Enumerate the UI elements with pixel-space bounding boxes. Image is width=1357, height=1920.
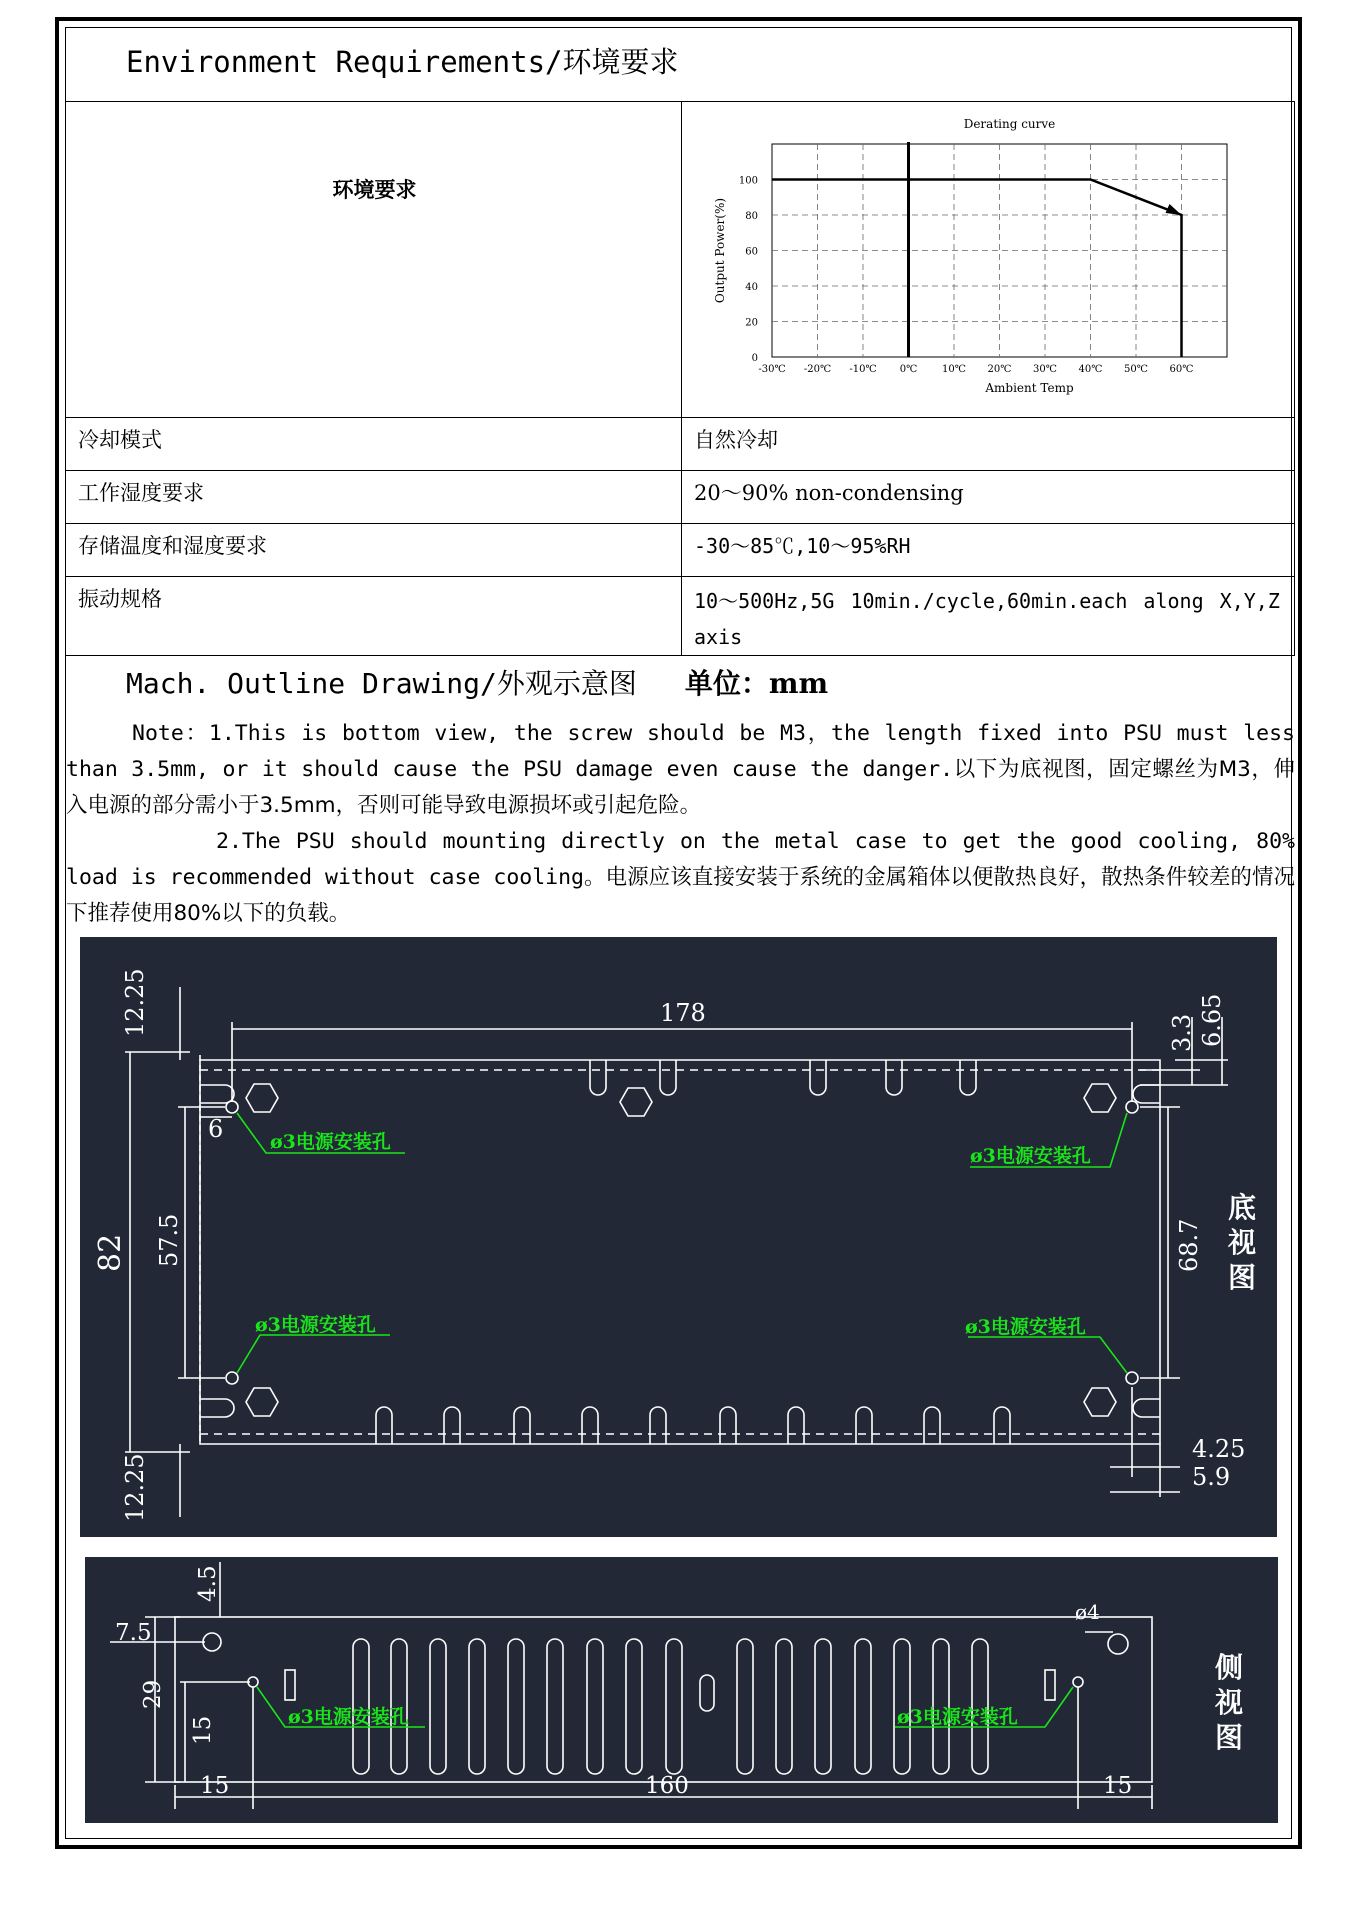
humidity-label: 工作湿度要求 (66, 471, 682, 524)
dim-12-25-top: 12.25 (121, 968, 149, 1037)
note-1-label: Note：1. (132, 721, 235, 746)
bottom-view-drawing (80, 937, 1277, 1537)
dim-6-65: 6.65 (1198, 993, 1226, 1047)
dim-12-25-bottom: 12.25 (121, 1453, 149, 1522)
side-dim-15-left: 15 (200, 1773, 230, 1799)
hole-label-top-left: ø3电源安装孔 (270, 1131, 391, 1153)
note-2-en: The PSU should mounting directly on the metal case to get the good cooling, 80% load is recommended without case cooling。 (66, 829, 1295, 890)
notes (66, 716, 1295, 932)
chart-title: Derating curve (963, 117, 1056, 131)
dim-5-9: 5.9 (1192, 1463, 1231, 1491)
dim-68-7: 68.7 (1175, 1218, 1203, 1272)
environment-label-cell (66, 102, 682, 418)
chart-x-tick-label: -10℃ (849, 364, 877, 375)
dim-57-5: 57.5 (155, 1213, 183, 1267)
note-1 (66, 716, 1295, 824)
side-dim-160: 160 (645, 1773, 689, 1799)
chart-series-line (772, 180, 1182, 358)
environment-title: Environment Requirements/环境要求 (126, 45, 679, 79)
derating-chart-cell (682, 102, 1295, 418)
environment-table (65, 101, 1295, 656)
outline-title (126, 662, 828, 702)
note-1-en: This is bottom view, the screw should be M3，the length fixed into PSU must less than 3.5mm, or it should cause the PSU damage even cause the danger. (66, 721, 1295, 782)
dim-3-3: 3.3 (1168, 1013, 1196, 1052)
vibration-value: 10～500Hz,5G 10min./cycle,60min.each along X,Y,Z axis (682, 577, 1295, 656)
humidity-value: 20～90% non-condensing (682, 471, 1295, 524)
hole-label-bottom-right: ø3电源安装孔 (965, 1316, 1086, 1338)
bottom-view-label-1: 底 (1228, 1191, 1257, 1224)
chart-x-tick-label: 0℃ (899, 364, 918, 375)
side-hole-label-right: ø3电源安装孔 (897, 1706, 1018, 1728)
chart-y-tick-label: 0 (751, 353, 758, 364)
chart-y-tick-label: 40 (745, 282, 758, 293)
chart-series-point (1181, 357, 1182, 358)
side-view-label-3: 图 (1215, 1721, 1244, 1754)
hole-label-top-right: ø3电源安装孔 (970, 1145, 1091, 1167)
chart-series-point (1090, 179, 1091, 180)
bottom-view-svg (80, 937, 1277, 1537)
chart-y-tick-label: 60 (745, 246, 758, 258)
bottom-view-label-2: 视 (1228, 1226, 1257, 1259)
side-dim-4-5: 4.5 (195, 1565, 221, 1602)
chart-x-label: Ambient Temp (985, 381, 1074, 395)
side-dim-15-right: 15 (1103, 1773, 1133, 1799)
side-dim-phi4: ø4 (1075, 1600, 1100, 1624)
side-dim-7-5: 7.5 (115, 1620, 152, 1646)
side-view-drawing (85, 1557, 1278, 1823)
bottom-view-label-3: 图 (1228, 1261, 1257, 1294)
derating-chart (682, 102, 1294, 412)
chart-x-tick-label: 30℃ (1033, 364, 1057, 375)
chart-x-tick-label: 50℃ (1124, 364, 1148, 375)
chart-x-tick-label: 40℃ (1078, 364, 1103, 375)
cooling-value: 自然冷却 (682, 418, 1295, 471)
storage-label: 存储温度和湿度要求 (66, 524, 682, 577)
storage-value: -30～85℃,10～95%RH (682, 524, 1295, 577)
chart-x-tick-label: -20℃ (803, 364, 832, 375)
side-hole-label-left: ø3电源安装孔 (288, 1706, 409, 1728)
chart-y-tick-label: 80 (745, 211, 758, 222)
chart-x-tick-label: 10℃ (942, 364, 966, 375)
side-view-svg (85, 1557, 1278, 1823)
chart-series-point (772, 179, 773, 180)
chart-x-tick-label: 20℃ (987, 364, 1012, 375)
note-2-cn: 电源应该直接安装于系统的金属箱体以便散热良好，散热条件较差的情况下推荐使用80%以下的负载。 (66, 865, 1295, 926)
outline-title-text: Mach. Outline Drawing/外观示意图 (126, 667, 637, 700)
outline-unit: 单位：mm (684, 667, 829, 700)
side-dim-29: 29 (140, 1679, 166, 1709)
environment-label: 环境要求 (332, 177, 417, 202)
side-dim-15-v: 15 (190, 1715, 216, 1745)
hole-label-bottom-left: ø3电源安装孔 (255, 1314, 376, 1336)
chart-y-tick-label: 20 (745, 317, 758, 329)
dim-4-25: 4.25 (1192, 1435, 1246, 1463)
dim-6: 6 (208, 1115, 224, 1143)
dim-82: 82 (93, 1233, 128, 1272)
vibration-label: 振动规格 (66, 577, 682, 656)
side-view-label-1: 侧 (1215, 1651, 1244, 1684)
chart-arrowhead (1166, 204, 1182, 215)
note-1-cn: 以下为底视图，固定螺丝为M3，伸入电源的部分需小于3.5mm，否则可能导致电源损坏或引起危险。 (66, 757, 1296, 818)
chart-x-tick-label: 60℃ (1169, 364, 1194, 375)
chart-y-label: Output Power(%) (713, 197, 727, 304)
note-2-label: 2. (216, 829, 242, 854)
note-2 (66, 824, 1295, 932)
dim-178: 178 (660, 999, 706, 1027)
chart-x-tick-label: -30℃ (758, 364, 786, 375)
cooling-label: 冷却模式 (66, 418, 682, 471)
side-view-label-2: 视 (1215, 1686, 1244, 1719)
chart-y-tick-label: 100 (738, 175, 758, 187)
